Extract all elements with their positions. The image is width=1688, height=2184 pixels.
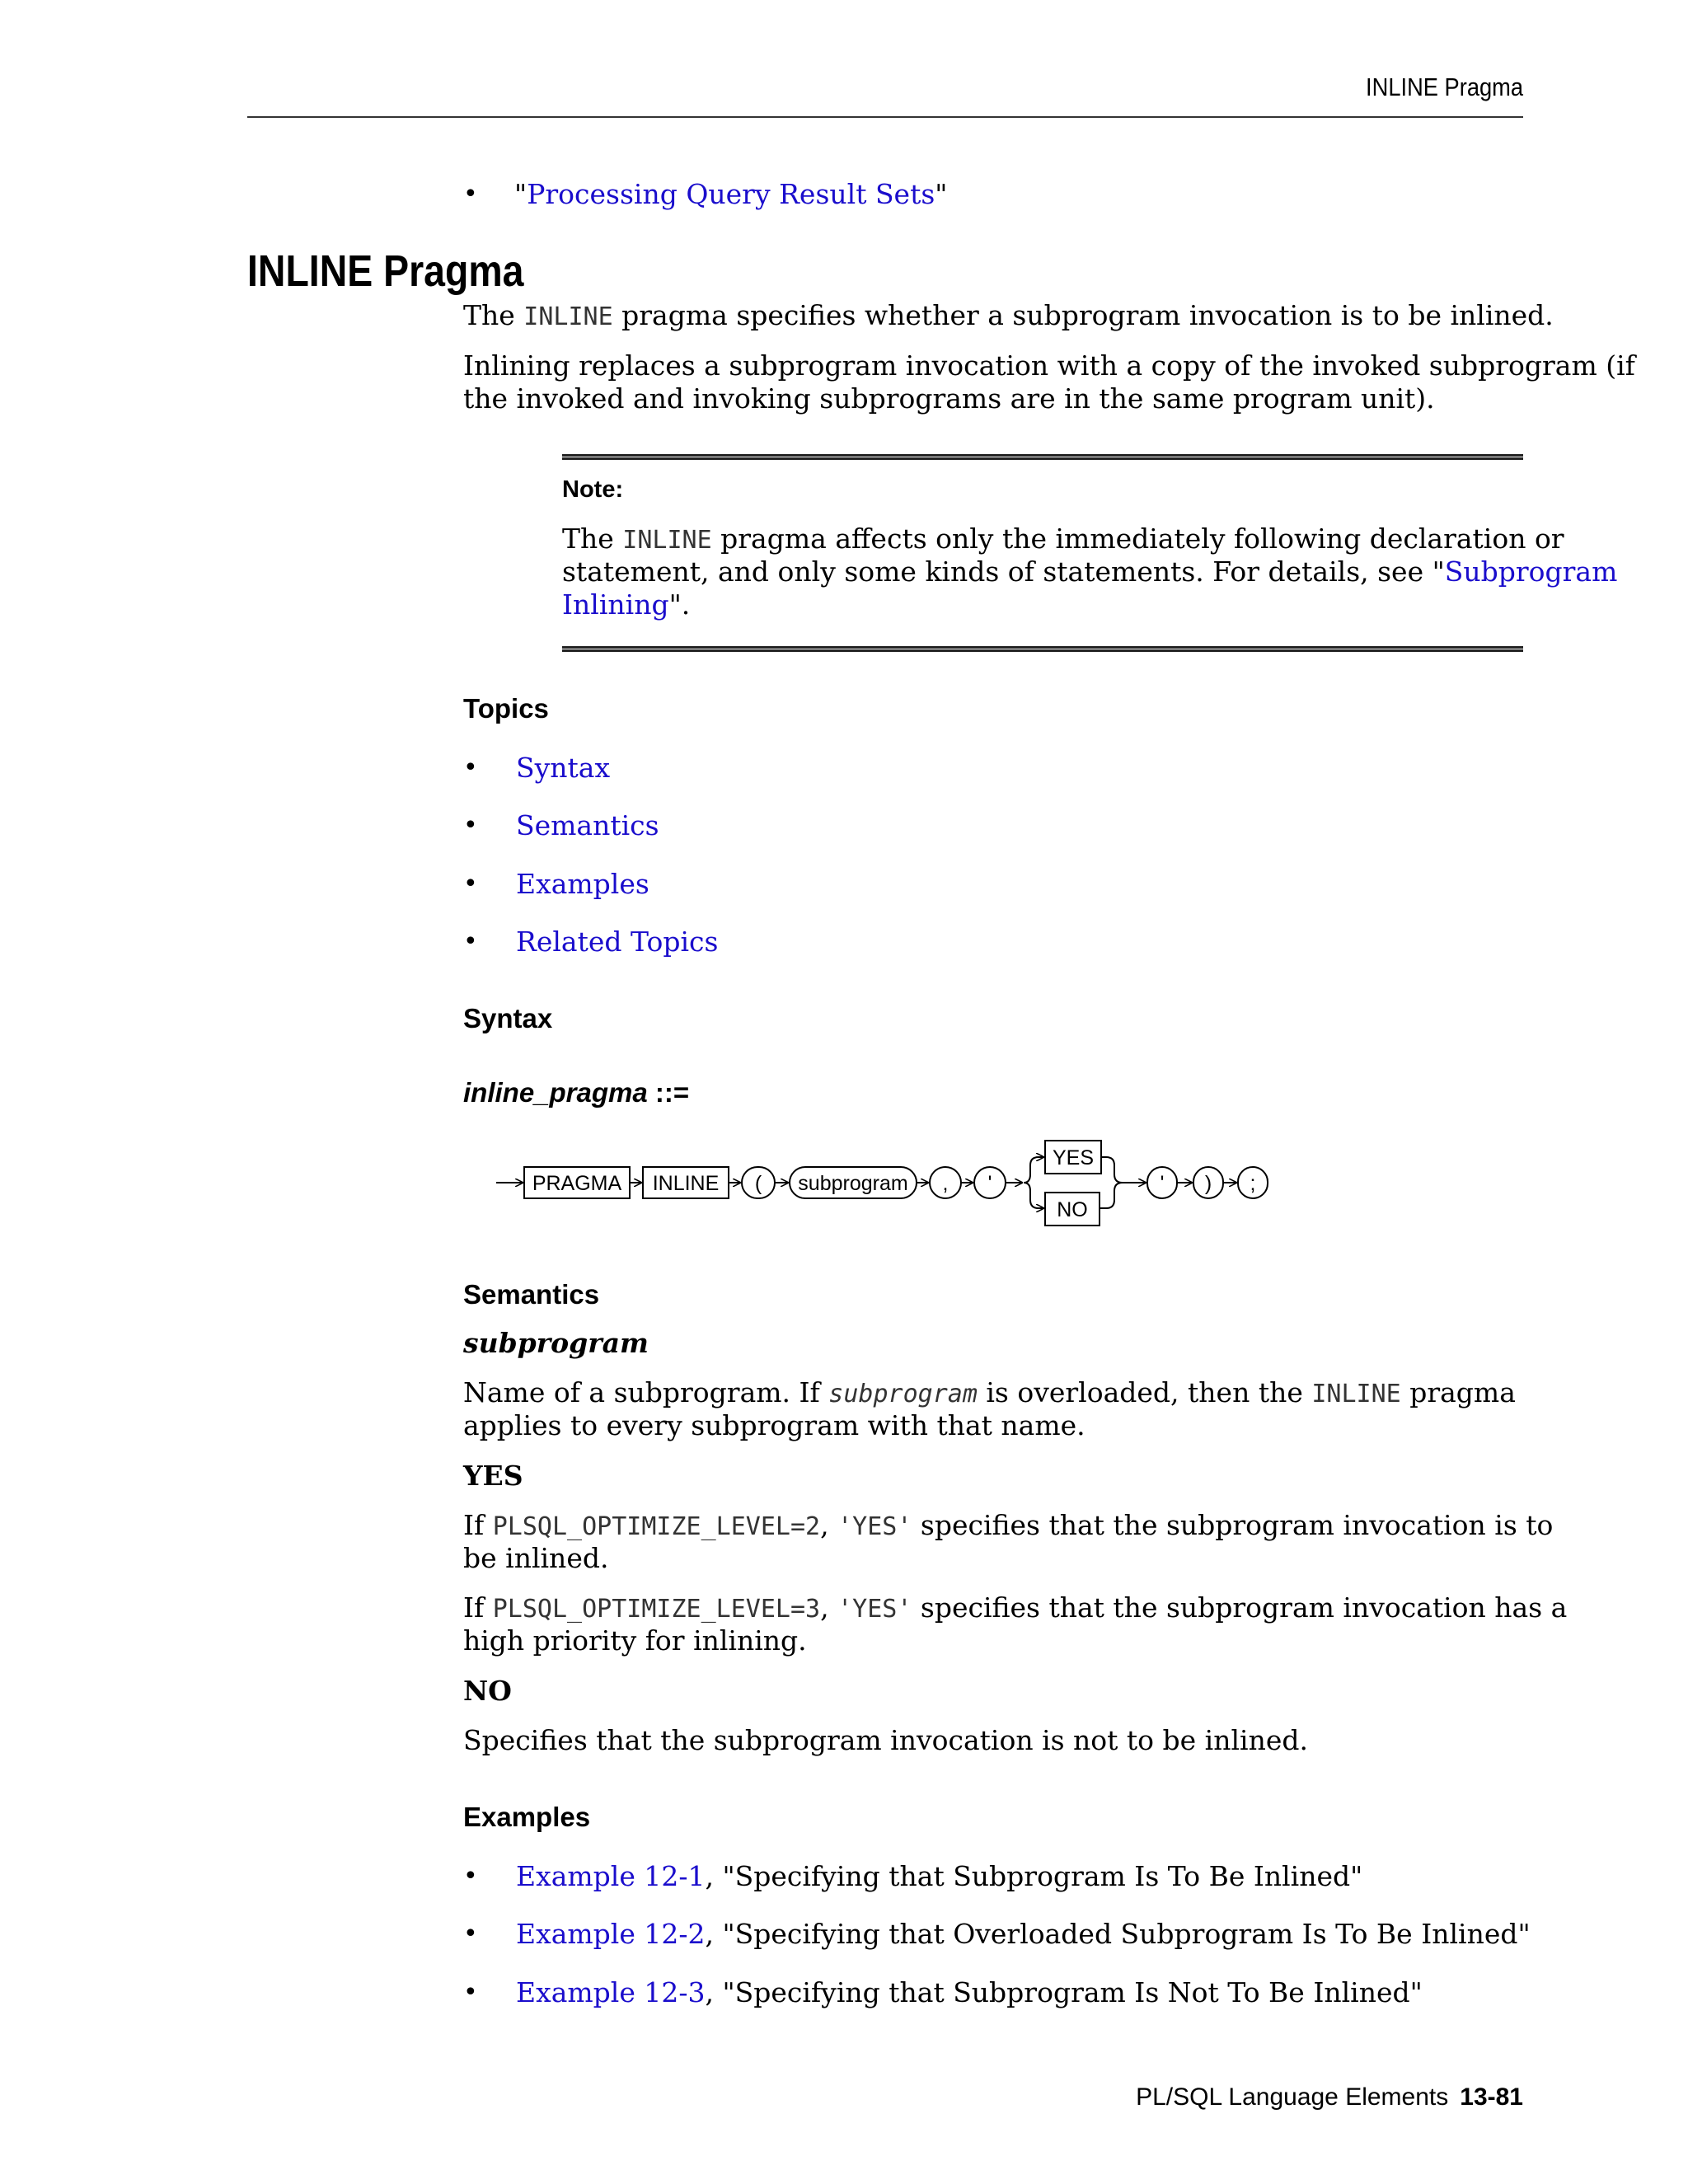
page-number: 13-81 [1460, 2083, 1523, 2111]
quote-close: " [935, 178, 948, 210]
no-term: NO [463, 1675, 512, 1707]
note-line-1 [562, 523, 1564, 557]
inline-code: 'YES' [837, 1512, 912, 1541]
example-item-1 [516, 1860, 1362, 1893]
inline-code: PLSQL_OPTIMIZE_LEVEL=2 [492, 1512, 821, 1541]
processing-query-bullet [514, 178, 947, 211]
yes-desc-1-line-1 [463, 1509, 1553, 1544]
pragma-keyword: PRAGMA [532, 1172, 622, 1195]
subprogram-term: subprogram [463, 1327, 649, 1359]
topics-heading: Topics [463, 693, 549, 724]
yes-desc-2-line-1 [463, 1591, 1567, 1626]
subprogram-desc-line-1 [463, 1376, 1516, 1411]
note-line-3 [562, 588, 690, 621]
intro-paragraph-2-line-1: Inlining replaces a subprogram invocation with a copy of the invoked subprogram (if [463, 349, 1635, 382]
processing-query-link[interactable]: Processing Query Result Sets [527, 178, 935, 210]
subprogram-desc-line-2: applies to every subprogram with that name. [463, 1409, 1085, 1441]
rparen-symbol: ) [1204, 1172, 1212, 1195]
running-header: INLINE Pragma [1365, 73, 1523, 101]
topic-examples-link[interactable]: Examples [516, 868, 649, 900]
lparen-symbol: ( [754, 1172, 762, 1195]
syntax-rule-title [463, 1077, 689, 1108]
semantics-heading: Semantics [463, 1279, 600, 1310]
header-rule [247, 116, 1523, 118]
note-text: statement, and only some kinds of statements. For details, see " [562, 555, 1445, 588]
yes-desc-1-line-2: be inlined. [463, 1542, 609, 1574]
topic-semantics-link[interactable]: Semantics [516, 809, 659, 841]
bullet-glyph: • [463, 753, 478, 782]
intro-text: pragma specifies whether a subprogram invocation is to be inlined. [612, 299, 1554, 331]
note-label: Note: [562, 476, 624, 503]
example-title: , "Specifying that Subprogram Is Not To Be Inlined" [705, 1976, 1423, 2008]
yes-desc-2-line-2: high priority for inlining. [463, 1624, 807, 1657]
desc-text: Name of a subprogram. If [463, 1376, 829, 1408]
branch-yes-in [1024, 1157, 1043, 1183]
examples-heading: Examples [463, 1802, 591, 1832]
note-text: The [562, 523, 623, 555]
desc-text: specifies that the subprogram invocation has a [912, 1591, 1568, 1624]
subprogram-placeholder: subprogram [798, 1172, 908, 1195]
page-footer [1136, 2083, 1523, 2111]
branch-no-out [1100, 1183, 1123, 1208]
example-12-1-link[interactable]: Example 12-1 [516, 1860, 706, 1892]
branch-no-in [1024, 1183, 1043, 1208]
desc-text: If [463, 1509, 493, 1541]
bullet-glyph: • [463, 180, 478, 209]
inline-code: 'YES' [837, 1595, 912, 1624]
note-top-rule [562, 454, 1523, 460]
note-line-2 [562, 555, 1617, 588]
bullet-glyph: • [463, 1862, 478, 1891]
inline-code: INLINE [1311, 1380, 1401, 1408]
desc-text: , [820, 1509, 838, 1541]
no-desc: Specifies that the subprogram invocation is not to be inlined. [463, 1724, 1308, 1756]
syntax-heading: Syntax [463, 1003, 553, 1033]
quote-open-symbol: ' [987, 1172, 992, 1195]
quote-open: " [514, 178, 528, 210]
inline-code: INLINE [523, 302, 613, 331]
note-text: ". [668, 588, 691, 621]
branch-yes-out [1101, 1157, 1123, 1183]
footer-book-title: PL/SQL Language Elements [1136, 2083, 1449, 2111]
desc-text: is overloaded, then the [977, 1376, 1312, 1408]
intro-text: The [463, 299, 524, 331]
topic-related-link[interactable]: Related Topics [516, 926, 719, 958]
example-title: , "Specifying that Overloaded Subprogram Is To Be Inlined" [705, 1918, 1531, 1950]
yes-term: YES [463, 1460, 523, 1492]
inline-keyword: INLINE [652, 1172, 720, 1195]
example-12-3-link[interactable]: Example 12-3 [516, 1976, 706, 2008]
desc-text: , [820, 1591, 838, 1624]
intro-paragraph-1 [463, 299, 1554, 334]
topic-syntax-link[interactable]: Syntax [516, 752, 611, 784]
bullet-glyph: • [463, 1919, 478, 1948]
rule-operator: ::= [647, 1077, 690, 1108]
subprogram-inlining-link-cont[interactable]: Inlining [562, 588, 669, 621]
comma-symbol: , [942, 1172, 949, 1195]
desc-text: pragma [1400, 1376, 1516, 1408]
example-12-2-link[interactable]: Example 12-2 [516, 1918, 706, 1950]
note-text: pragma affects only the immediately following declaration or [711, 523, 1564, 555]
bullet-glyph: • [463, 1978, 478, 2007]
bullet-glyph: • [463, 869, 478, 898]
example-item-3 [516, 1976, 1423, 2009]
rule-name: inline_pragma [463, 1077, 648, 1108]
semicolon-symbol: ; [1250, 1172, 1256, 1195]
yes-keyword: YES [1052, 1146, 1095, 1169]
inline-code: INLINE [622, 526, 712, 555]
quote-close-symbol: ' [1160, 1172, 1165, 1195]
syntax-diagram [486, 1127, 1327, 1235]
subprogram-inlining-link[interactable]: Subprogram [1444, 555, 1618, 588]
bullet-glyph: • [463, 811, 478, 840]
page-title: INLINE Pragma [247, 246, 524, 296]
example-item-2 [516, 1918, 1531, 1951]
inline-code: subprogram [828, 1380, 978, 1408]
bullet-glyph: • [463, 927, 478, 956]
desc-text: specifies that the subprogram invocation is to [912, 1509, 1554, 1541]
desc-text: If [463, 1591, 493, 1624]
inline-code: PLSQL_OPTIMIZE_LEVEL=3 [492, 1595, 821, 1624]
example-title: , "Specifying that Subprogram Is To Be Inlined" [705, 1860, 1363, 1892]
note-bottom-rule [562, 646, 1523, 652]
no-keyword: NO [1057, 1198, 1088, 1221]
intro-paragraph-2-line-2: the invoked and invoking subprograms are in the same program unit). [463, 382, 1435, 415]
